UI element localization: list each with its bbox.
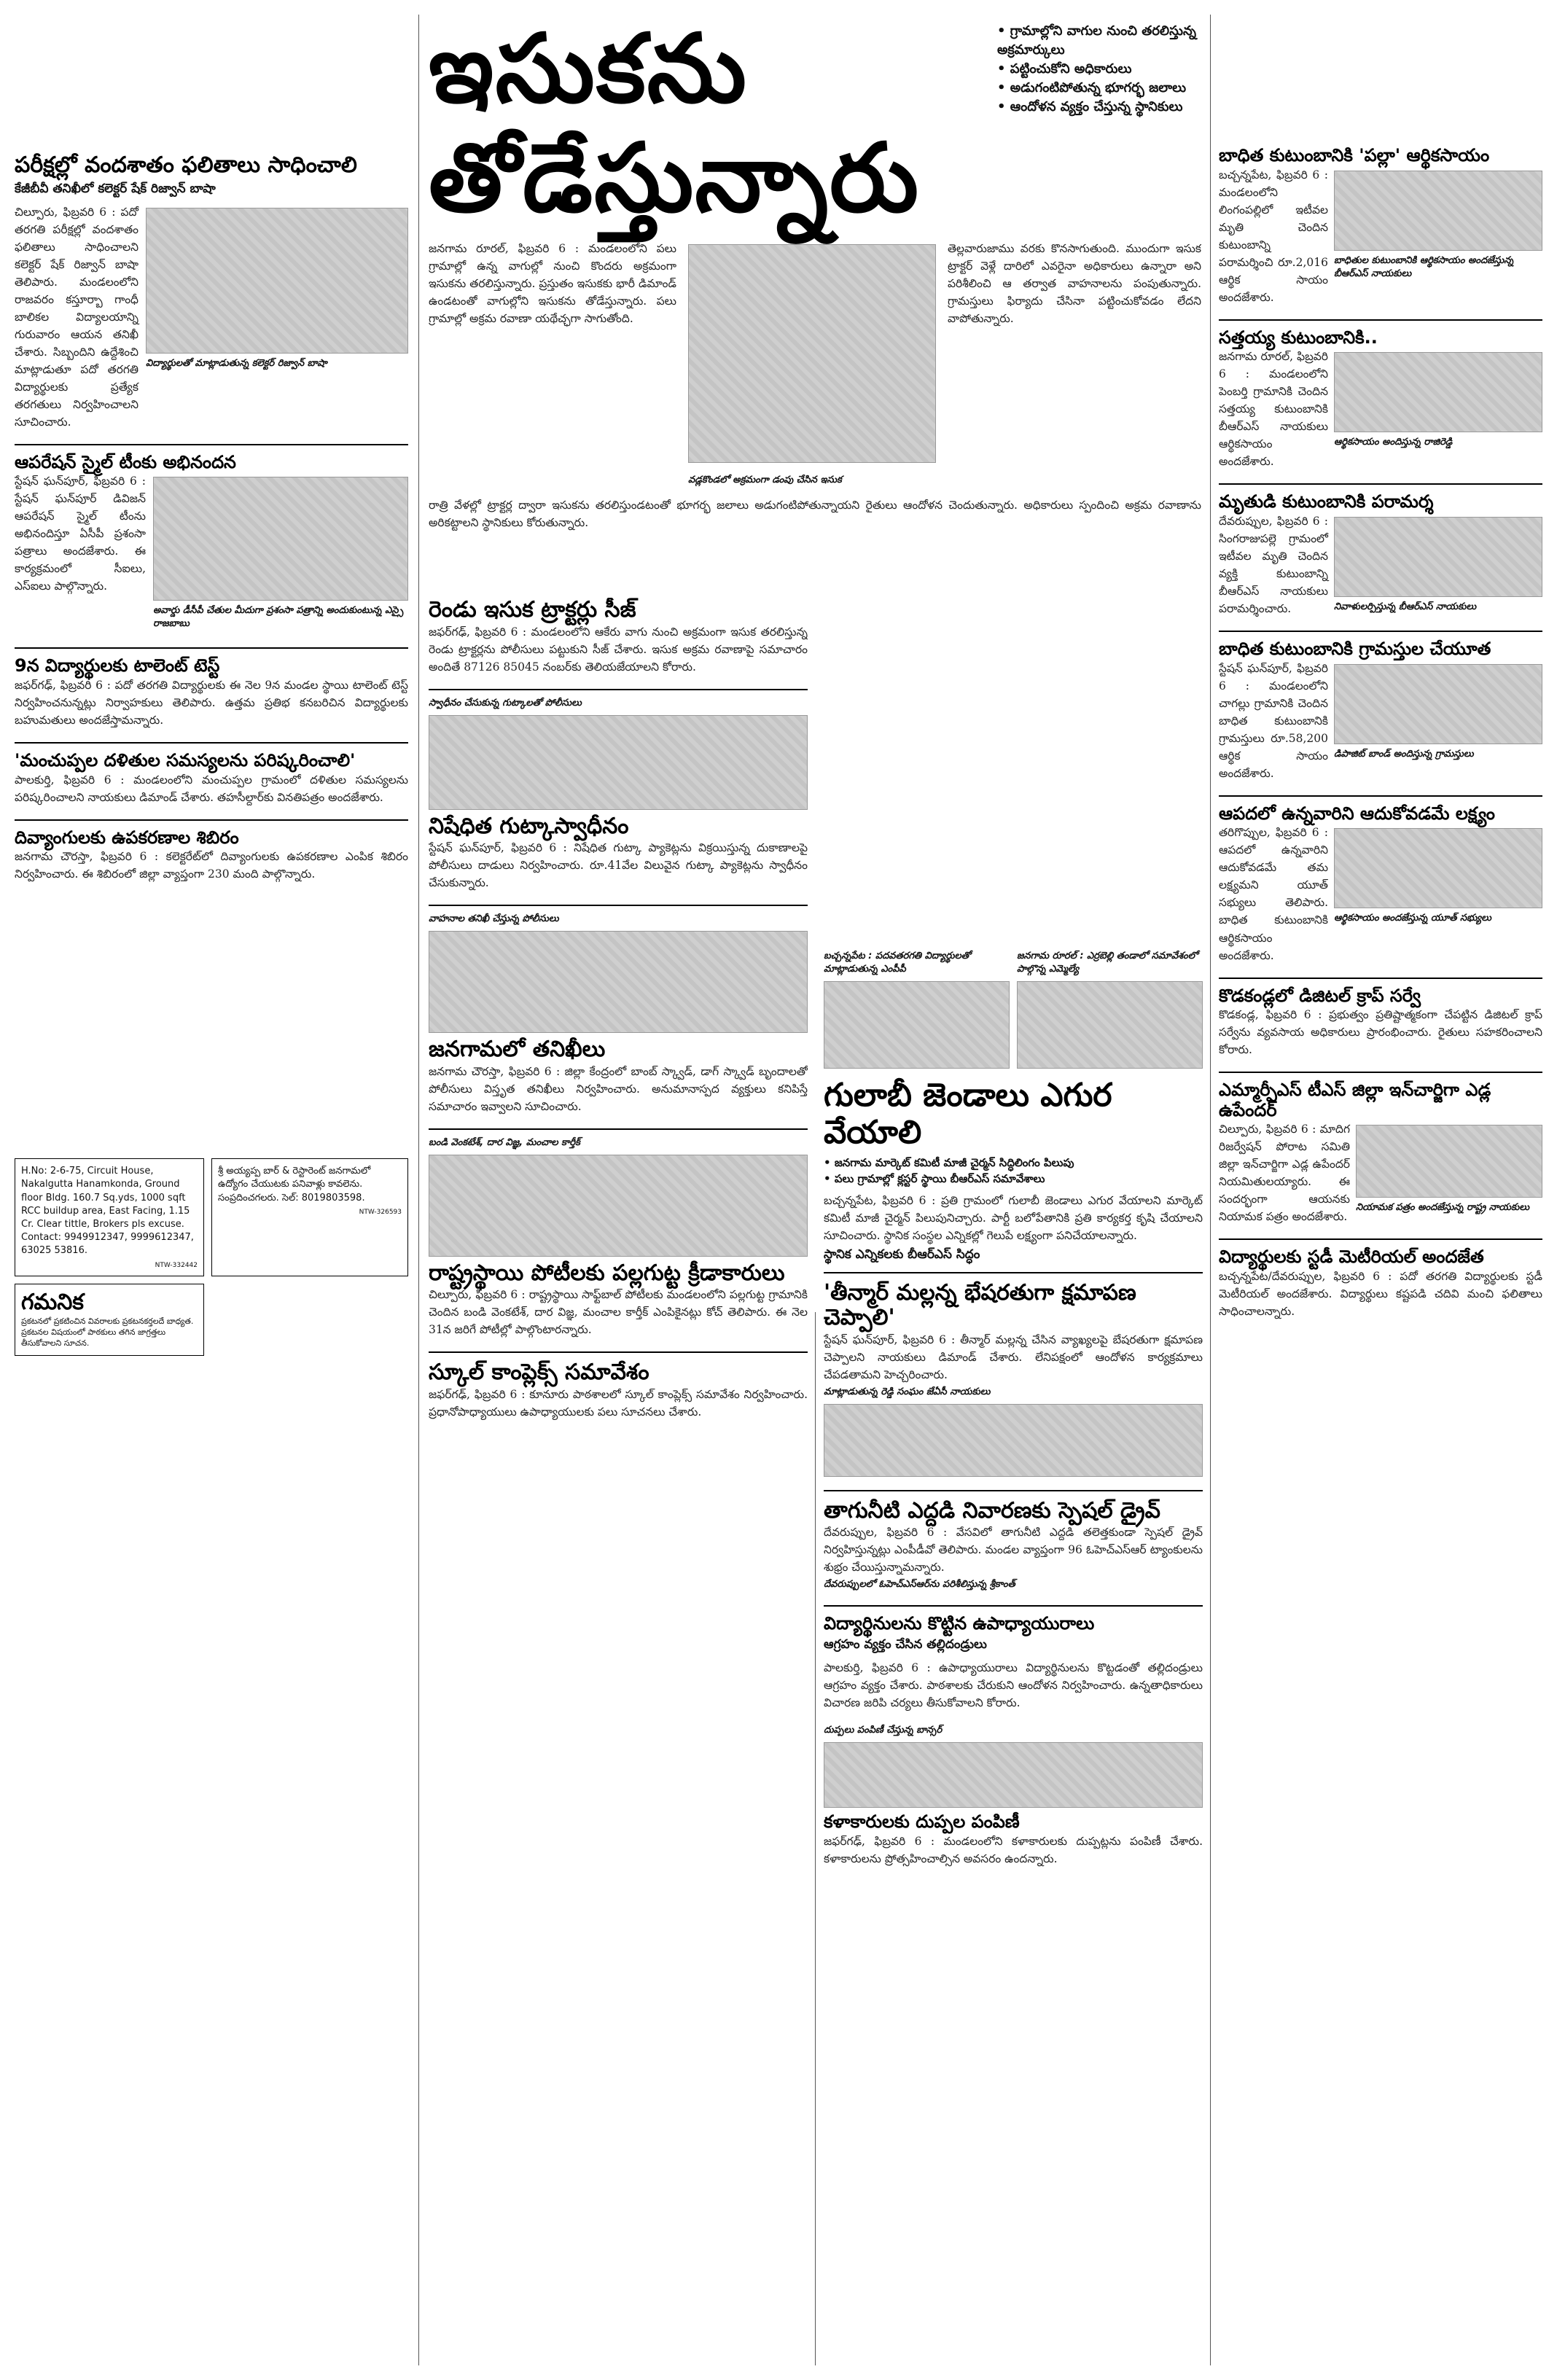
ad-code: NTW-332442 <box>155 1261 198 1269</box>
story-headline: ఆపదలో ఉన్నవారిని ఆదుకోవడమే లక్ష్యం <box>1219 803 1495 824</box>
notice-body: ప్రకటనలో ప్రకటించిన వివరాలకు ప్రకటనకర్తలదే బాధ్యత. ప్రకటనల విషయంలో పాఠకులు తగిన జాగ్రత్తలు తీసుకోవాలని సూచన. <box>21 1316 194 1349</box>
story-body: బచ్చన్నపేట/దేవరుప్పుల, ఫిబ్రవరి 6 : పదో తరగతి విద్యార్థులకు స్టడీ మెటీరియల్ అందజేశారు. విద్యార్థులు కష్టపడి చదివి మంచి ఫలితాలు సాధించాలన్నారు. <box>1219 1270 1542 1319</box>
story-body: జఫర్‌గఢ్, ఫిబ్రవరి 6 : పదో తరగతి విద్యార్థులకు ఈ నెల 9న మండల స్థాయి టాలెంట్ టెస్ట్ నిర్వహించనున్నట్లు నిర్వాహకులు తెలిపారు. ఉత్తమ ప్రతిభ కనబరిచిన విద్యార్థులకు బహుమతులు అందజేస్తామన్నారు. <box>15 678 408 727</box>
divider <box>429 905 808 906</box>
story-headline: కళాకారులకు దుప్పల పంపిణీ <box>824 1811 1020 1832</box>
story-operation-smile <box>15 453 408 635</box>
divider <box>1219 483 1542 485</box>
divider <box>15 742 408 744</box>
story-jangaon-checks <box>429 913 808 1115</box>
photo-caption: దుప్పలు పంపిణీ చేస్తున్న బాన్సర్ <box>824 1724 943 1736</box>
story-drinking-water <box>824 1499 1203 1593</box>
ad-text: H.No: 2-6-75, Circuit House, Nakalgutta Hanamkonda, Ground floor Bldg. 160.7 Sq.yds, 1000 sqft RCC buildup area, East Facing, 1.15 Cr. Clear tittle, Brokers pls excuse. Contact: 9949912347, 9999612347, 63025 53816. <box>21 1166 194 1257</box>
middle-right-column <box>824 948 1203 2362</box>
story-headline: సత్తయ్య కుటుంబానికి.. <box>1219 327 1378 348</box>
story-headline: గులాబీ జెండాలు ఎగుర వేయాలి <box>824 1077 1112 1151</box>
story-body: చిల్పూరు, ఫిబ్రవరి 6 : పదో తరగతి పరీక్షల్లో వందశాతం ఫలితాలు సాధించాలని కలెక్టర్ షేక్ రిజ్వాన్ బాషా తెలిపారు. మండలంలోని రాజవరం కస్తూర్బా గాంధీ బాలికల విద్యాలయాన్ని గురువారం ఆయన తనిఖీ చేశారు. సిబ్బందిని ఉద్దేశించి మాట్లాడుతూ పదో తరగతి విద్యార్థులకు ప్రత్యేక తరగతులు నిర్వహించాలని సూచించారు. <box>15 205 138 429</box>
story-body: స్టేషన్ ఘన్‌పూర్, ఫిబ్రవరి 6 : తీన్మార్ మల్లన్న చేసిన వ్యాఖ్యలపై బేషరతుగా క్షమాపణ చెప్పాలని నాయకులు డిమాండ్ చేశారు. లేనిపక్షంలో ఆందోళన కార్యక్రమాలు చేపడతామని హెచ్చరించారు. <box>824 1333 1203 1381</box>
story-headline: పరీక్షల్లో వందశాతం ఫలితాలు సాధించాలి <box>15 152 357 178</box>
column-divider <box>1210 15 1211 2365</box>
story-headline: బాధిత కుటుంబానికి గ్రామస్తుల చేయూత <box>1219 639 1491 660</box>
story-headline: విద్యార్థినులను కొట్టిన ఉపాధ్యాయురాలు <box>824 1613 1095 1634</box>
story-headline: నిషేధిత గుట్కాస్వాధీనం <box>429 813 629 839</box>
story-body: పాలకుర్తి, ఫిబ్రవరి 6 : మండలంలోని మంచుప్పల గ్రామంలో దళితుల సమస్యలను పరిష్కరించాలని నాయకులు డిమాండ్ చేశారు. తహసీల్దార్‌కు వినతిపత్రం అందజేశారు. <box>15 773 408 804</box>
story-photo <box>1356 1125 1542 1198</box>
story-headline: ఆపరేషన్ స్మైల్ టీంకు అభినందన <box>15 451 236 472</box>
divider <box>1219 978 1542 979</box>
lead-bullet: • గ్రామాల్లోని వాగుల నుంచి తరలిస్తున్న అక్రమార్కులు <box>997 22 1201 60</box>
divider <box>429 1351 808 1353</box>
photo-caption: బాధితుల కుటుంబానికి ఆర్థికసాయం అందజేస్తున్న బీఆర్ఎస్ నాయకులు <box>1334 254 1514 279</box>
story-dalit-issues <box>15 751 408 806</box>
story-photo <box>1017 981 1203 1069</box>
photo-caption: ఆర్థికసాయం అందజేస్తున్న యూత్ సభ్యులు <box>1334 913 1491 924</box>
story-photo <box>429 1155 808 1257</box>
divider <box>1219 319 1542 321</box>
lead-body: రాత్రి వేళల్లో ట్రాక్టర్ల ద్వారా ఇసుకను తరలిస్తుండటంతో భూగర్భ జలాలు అడుగంటిపోతున్నాయని రైతులు ఆందోళన చెందుతున్నారు. అధికారులు స్పందించి అక్రమ రవాణాను అరికట్టాలని స్థానికులు కోరుతున్నారు. <box>429 499 1201 530</box>
divider <box>429 689 808 690</box>
divider <box>824 1605 1203 1607</box>
divider <box>15 819 408 821</box>
story-tractors-seized <box>429 598 808 676</box>
story-sattayya-aid <box>1219 328 1542 471</box>
story-body: కొడకండ్ల, ఫిబ్రవరి 6 : ప్రభుత్వం ప్రతిష్టాత్మకంగా చేపట్టిన డిజిటల్ క్రాప్ సర్వేను వ్యవసాయ అధికారులు ప్రారంభించారు. రైతులు సహకరించాలని కోరారు. <box>1219 1008 1542 1057</box>
right-column <box>1219 15 1542 2365</box>
story-body: దేవరుప్పుల, ఫిబ్రవరి 6 : వేసవిలో తాగునీటి ఎద్దడి తలెత్తకుండా స్పెషల్ డ్రైవ్ నిర్వహిస్తున్నట్లు ఎంపీడీవో తెలిపారు. మండల వ్యాప్తంగా 96 ఓహెచ్ఎస్ఆర్ ట్యాంకులను శుభ్రం చేయిస్తున్నామన్నారు. <box>824 1526 1203 1575</box>
left-column <box>15 15 408 2365</box>
story-help-needy <box>1219 804 1542 964</box>
story-headline: దివ్యాంగులకు ఉపకరణాల శిబిరం <box>15 827 239 848</box>
story-photo <box>153 477 408 601</box>
story-body: బచ్చన్నపేట, ఫిబ్రవరి 6 : మండలంలోని లింగంపల్లిలో ఇటీవల మృతి చెందిన కుటుంబాన్ని పరామర్శించి రూ.2,016 ఆర్థిక సాయం అందజేశారు. <box>1219 168 1328 304</box>
story-photo <box>824 1742 1203 1808</box>
photo-caption: నియామక పత్రం అందజేస్తున్న రాష్ట్ర నాయకులు <box>1356 1202 1530 1214</box>
story-villagers-help <box>1219 639 1542 782</box>
photo-caption: ఆర్థికసాయం అందిస్తున్న రాజిరెడ్డి <box>1334 437 1453 448</box>
lead-bullets <box>997 22 1201 117</box>
photo-caption: స్వాధీనం చేసుకున్న గుట్కాలతో పోలీసులు <box>429 697 582 709</box>
story-body: జనగామ రూరల్, ఫిబ్రవరి 6 : మండలంలోని పెంబర్తి గ్రామానికి చెందిన సత్తయ్య కుటుంబానికి బీఆర్ఎస్ నాయకులు ఆర్థికసాయం అందజేశారు. <box>1219 350 1328 469</box>
story-teenmar-mallanna <box>824 1281 1203 1477</box>
story-talent-test <box>15 656 408 729</box>
story-bullet: • జనగామ మార్కెట్ కమిటీ మాజీ చైర్మన్ సిద్ధిలింగం పిలుపు <box>824 1155 1203 1171</box>
story-headline: రాష్ట్రస్థాయి పోటీలకు పల్లగుట్ట క్రీడాకారులు <box>429 1260 785 1286</box>
story-body: చిల్పూరు, ఫిబ్రవరి 6 : మాదిగ రిజర్వేషన్ పోరాట సమితి జిల్లా ఇన్‌చార్జిగా ఎడ్ల ఉపేందర్ నియమితులయ్యారు. ఈ సందర్భంగా ఆయనకు నియామక పత్రం అందజేశారు. <box>1219 1123 1350 1224</box>
photo-caption: మాట్లాడుతున్న రెడ్డి సంఘం జేఏసీ నాయకులు <box>824 1386 991 1397</box>
classified-ad-job <box>211 1158 408 1276</box>
story-body: చిల్పూరు, ఫిబ్రవరి 6 : రాష్ట్రస్థాయి సాఫ్ట్‌బాల్ పోటీలకు మండలంలోని పల్లగుట్ట గ్రామానికి చెందిన బండి వెంకటేశ్, దార విజ్ఞ, మంచాల కార్తీక్ ఎంపికైనట్లు కోచ్ తెలిపారు. ఈ నెల 31న జరిగే పోటీల్లో పాల్గొంటారన్నారు. <box>429 1288 808 1337</box>
lead-body: జనగామ రూరల్, ఫిబ్రవరి 6 : మండలంలోని పలు గ్రామాల్లో ఉన్న వాగుల్లో నుంచి కొందరు అక్రమంగా ఇసుకను తరలిస్తున్నారు. ప్రస్తుతం ఇసుకకు భారీ డిమాండ్ ఉండటంతో వాగుల్లోని ఇసుకను తోడేస్తున్నారు. పలు గ్రామాల్లో అక్రమ రవాణా యథేచ్ఛగా సాగుతోంది. <box>429 242 676 326</box>
story-body: తరిగొప్పుల, ఫిబ్రవరి 6 : ఆపదలో ఉన్నవారిని ఆదుకోవడమే తమ లక్ష్యమని యూత్ సభ్యులు తెలిపారు. బాధిత కుటుంబానికి ఆర్థికసాయం అందజేశారు. <box>1219 826 1328 962</box>
lead-bullet: • ఆందోళన వ్యక్తం చేస్తున్న స్థానికులు <box>997 98 1201 117</box>
divider <box>1219 1072 1542 1073</box>
story-body: స్టేషన్ ఘన్‌పూర్, ఫిబ్రవరి 6 : మండలంలోని చాగల్లు గ్రామానికి చెందిన బాధిత కుటుంబానికి గ్రామస్తులు రూ.58,200 ఆర్థిక సాయం అందజేశారు. <box>1219 661 1328 780</box>
story-headline: కొడకండ్లలో డిజిటల్ క్రాప్ సర్వే <box>1219 985 1421 1006</box>
story-photo <box>1334 171 1542 251</box>
story-photo <box>429 715 808 810</box>
story-school-complex <box>429 1360 808 1421</box>
story-bullet: • పలు గ్రామాల్లో క్లస్టర్ స్థాయి బీఆర్ఎస్ సమావేశాలు <box>824 1171 1203 1187</box>
story-body: స్టేషన్ ఘన్‌పూర్, ఫిబ్రవరి 6 : స్టేషన్ ఘన్‌పూర్ డివిజన్ ఆపరేషన్ స్మైల్ టీంను అభినందిస్తూ ఏసీపీ ప్రశంసా పత్రాలు అందజేశారు. ఈ కార్యక్రమంలో సీఐలు, ఎస్ఐలు పాల్గొన్నారు. <box>15 475 146 593</box>
lead-headline: ఇసుకను తోడేస్తున్నారు <box>429 15 921 233</box>
divider <box>1219 1238 1542 1240</box>
story-headline: బాధిత కుటుంబానికి 'పల్లా' ఆర్థికసాయం <box>1219 145 1490 165</box>
column-divider <box>418 15 419 2365</box>
divider <box>429 1128 808 1130</box>
story-body: దేవరుప్పుల, ఫిబ్రవరి 6 : సింగరాజుపల్లె గ్రామంలో ఇటీవల మృతి చెందిన వ్యక్తి కుటుంబాన్ని బీఆర్ఎస్ నాయకులు పరామర్శించారు. <box>1219 515 1328 616</box>
story-photo <box>429 931 808 1033</box>
story-blankets <box>824 1725 1203 1868</box>
story-photo <box>824 981 1010 1069</box>
lead-body: తెల్లవారుజాము వరకు కొనసాగుతుంది. ముందుగా ఇసుక ట్రాక్టర్ వెళ్లే దారిలో ఎవరైనా అధికారులు ఉన్నారా అని పరిశీలించి ఆ తర్వాత వాహనాలను పంపుతున్నారు. గ్రామస్తులు ఫిర్యాదు చేసినా పట్టించుకోవడం లేదని వాపోతున్నారు. <box>948 242 1201 326</box>
story-photo <box>824 1404 1203 1477</box>
story-crop-survey <box>1219 986 1542 1059</box>
story-body: జఫర్‌గఢ్, ఫిబ్రవరి 6 : మండలంలోని ఆకేరు వాగు నుంచి అక్రమంగా ఇసుక తరలిస్తున్న రెండు ట్రాక్టర్లను పోలీసులు పట్టుకుని సీజ్ చేశారు. ఇసుక అక్రమ రవాణాపై సమాచారం అందితే 87126 85045 నంబర్‌కు తెలియజేయాలని కోరారు. <box>429 625 808 674</box>
story-gutka-seized <box>429 698 808 892</box>
story-body: బచ్చన్నపేట, ఫిబ్రవరి 6 : ప్రతి గ్రామంలో గులాబీ జెండాలు ఎగుర వేయాలని మార్కెట్ కమిటీ మాజీ చైర్మన్ పిలుపునిచ్చారు. పార్టీ బలోపేతానికి ప్రతి కార్యకర్త కృషి చేయాలని సూచించారు. స్థానిక సంస్థల ఎన్నికల్లో గెలుపే లక్ష్యంగా పనిచేయాలన్నారు. <box>824 1193 1203 1242</box>
lead-photo <box>688 244 936 463</box>
divider <box>1219 631 1542 632</box>
story-headline: ఎమ్మార్పీఎస్ టీఎస్ జిల్లా ఇన్‌చార్జిగా ఎడ్ల ఉపేందర్ <box>1219 1080 1491 1120</box>
story-headline: మృతుడి కుటుంబానికి పరామర్శ <box>1219 491 1434 512</box>
column-divider <box>815 1312 816 2365</box>
story-headline: 'తీన్మార్ మల్లన్న భేషరతుగా క్షమాపణ చెప్పాలి' <box>824 1279 1136 1331</box>
story-photo <box>1334 664 1542 744</box>
photo-caption: దేవరుప్పులలో ఓహెచ్ఎస్ఆర్‌ను పరిశీలిస్తున్న శ్రీకాంత్ <box>824 1579 1015 1591</box>
photo-caption: వాహనాల తనిఖీ చేస్తున్న పోలీసులు <box>429 913 559 925</box>
story-exam-results <box>15 153 408 431</box>
story-subheadline: స్థానిక ఎన్నికలకు బీఆర్ఎస్ సిద్ధం <box>824 1246 980 1262</box>
notice-title: గమనిక <box>21 1290 84 1316</box>
story-headline: విద్యార్థులకు స్టడీ మెటీరియల్ అందజేత <box>1219 1246 1484 1268</box>
lead-bullet: • పట్టించుకోని అధికారులు <box>997 60 1201 79</box>
story-body: పాలకుర్తి, ఫిబ్రవరి 6 : ఉపాధ్యాయురాలు విద్యార్థినులను కొట్టడంతో తల్లిదండ్రులు ఆగ్రహం వ్యక్తం చేశారు. పాఠశాలకు చేరుకుని ఆందోళన నిర్వహించారు. ఉన్నతాధికారులు విచారణ జరిపి చర్యలు తీసుకోవాలని కోరారు. <box>824 1661 1203 1709</box>
story-body: జఫర్‌గఢ్, ఫిబ్రవరి 6 : మండలంలోని కళాకారులకు దుప్పట్లను పంపిణీ చేశారు. కళాకారులను ప్రోత్సహించాల్సిన అవసరం ఉందన్నారు. <box>824 1834 1203 1865</box>
story-body: స్టేషన్ ఘన్‌పూర్, ఫిబ్రవరి 6 : నిషేధిత గుట్కా ప్యాకెట్లను విక్రయిస్తున్న దుకాణాలపై పోలీసులు దాడులు నిర్వహించారు. రూ.41వేల విలువైన గుట్కా ప్యాకెట్లను స్వాధీనం చేసుకున్నారు. <box>429 841 808 890</box>
story-condolence <box>1219 492 1542 617</box>
story-photo <box>1334 517 1542 597</box>
story-body: జనగామ చౌరస్తా, ఫిబ్రవరి 6 : కలెక్టరేట్‌లో దివ్యాంగులకు ఉపకరణాల ఎంపిక శిబిరం నిర్వహించారు. ఈ శిబిరంలో జిల్లా వ్యాప్తంగా 230 మంది పాల్గొన్నారు. <box>15 850 408 881</box>
story-subheadline: కేజీబీవీ తనిఖీలో కలెక్టర్ షేక్ రిజ్వాన్ బాషా <box>15 181 216 196</box>
story-headline: 'మంచుప్పల దళితుల సమస్యలను పరిష్కరించాలి' <box>15 749 356 770</box>
story-headline: స్కూల్ కాంప్లెక్స్ సమావేశం <box>429 1359 649 1386</box>
story-sports <box>429 1137 808 1339</box>
story-bullets <box>824 1155 1203 1187</box>
photo-caption: అవార్డు డీసీపీ చేతుల మీదుగా ప్రశంసా పత్రాన్ని అందుకుంటున్న ఎస్సై రాజబాబు <box>153 605 404 630</box>
story-body: జఫర్‌గఢ్, ఫిబ్రవరి 6 : కూనూరు పాఠశాలలో స్కూల్ కాంప్లెక్స్ సమావేశం నిర్వహించారు. ప్రధానోపాధ్యాయులు ఉపాధ్యాయులకు పలు సూచనలు చేశారు. <box>429 1387 808 1419</box>
story-photo <box>1334 828 1542 908</box>
ad-text: శ్రీ అయ్యప్ప బార్ & రెస్టారెంట్ జనగామలో ఉద్యోగం చేయుటకు పనివాళ్లు కావలెను. సంప్రదించగలరు. సెల్: 8019803598. <box>218 1166 371 1203</box>
divider <box>15 647 408 649</box>
photo-caption: నివాళులర్పిస్తున్న బీఆర్ఎస్ నాయకులు <box>1334 601 1477 613</box>
story-palla-aid <box>1219 146 1542 306</box>
ad-code: NTW-326593 <box>359 1208 402 1216</box>
story-disabled-camp <box>15 828 408 883</box>
classified-ad-property <box>15 1158 204 1276</box>
story-body: జనగామ చౌరస్తా, ఫిబ్రవరి 6 : జిల్లా కేంద్రంలో బాంబ్ స్క్వాడ్, డాగ్ స్క్వాడ్ బృందాలతో పోలీసులు విస్తృత తనిఖీలు నిర్వహించారు. అనుమానాస్పద వ్యక్తులు కనిపిస్తే సమాచారం ఇవ్వాలని సూచించారు. <box>429 1064 808 1113</box>
story-headline: తాగునీటి ఎద్దడి నివారణకు స్పెషల్ డ్రైవ్ <box>824 1497 1160 1523</box>
photo-caption: బచ్చన్నపేట : పదవతరగతి విద్యార్థులతో మాట్లాడుతున్న ఎంపీపీ <box>824 951 971 975</box>
story-mrps-incharge <box>1219 1080 1542 1225</box>
photo-caption: జనగామ రూరల్ : ఎర్రబెల్లి తండాలో సమావేశంలో పాల్గొన్న ఎమ్మెల్యే <box>1017 951 1198 975</box>
divider <box>1219 795 1542 797</box>
story-photo <box>1334 352 1542 432</box>
photo-caption: బండి వెంకటేశ్, దార విజ్ఞ, మంచాల కార్తీక్ <box>429 1136 580 1148</box>
photo-caption: డిపాజిట్ బాండ్ అందిస్తున్న గ్రామస్తులు <box>1334 748 1474 760</box>
story-headline: 9న విద్యార్థులకు టాలెంట్ టెస్ట్ <box>15 655 220 676</box>
photo-caption: విద్యార్థులతో మాట్లాడుతున్న కలెక్టర్ రిజ్వాన్ బాషా <box>146 357 327 369</box>
notice-box <box>15 1284 204 1356</box>
divider <box>15 444 408 445</box>
story-headline: జనగామలో తనిఖీలు <box>429 1037 606 1063</box>
story-teacher-beating <box>824 1614 1203 1712</box>
lead-bullet: • అడుగంటిపోతున్న భూగర్భ జలాలు <box>997 79 1201 98</box>
story-photo <box>146 208 408 354</box>
story-subheadline: ఆగ్రహం వ్యక్తం చేసిన తల్లిదండ్రులు <box>824 1636 987 1652</box>
lead-photo-caption: వడ్లకొండలో అక్రమంగా డంపు చేసిన ఇసుక <box>688 475 842 485</box>
story-study-material <box>1219 1247 1542 1320</box>
story-headline: రెండు ఇసుక ట్రాక్టర్లు సీజ్ <box>429 598 636 623</box>
divider <box>824 1490 1203 1491</box>
middle-left-column <box>429 598 808 2362</box>
divider <box>824 1272 1203 1273</box>
